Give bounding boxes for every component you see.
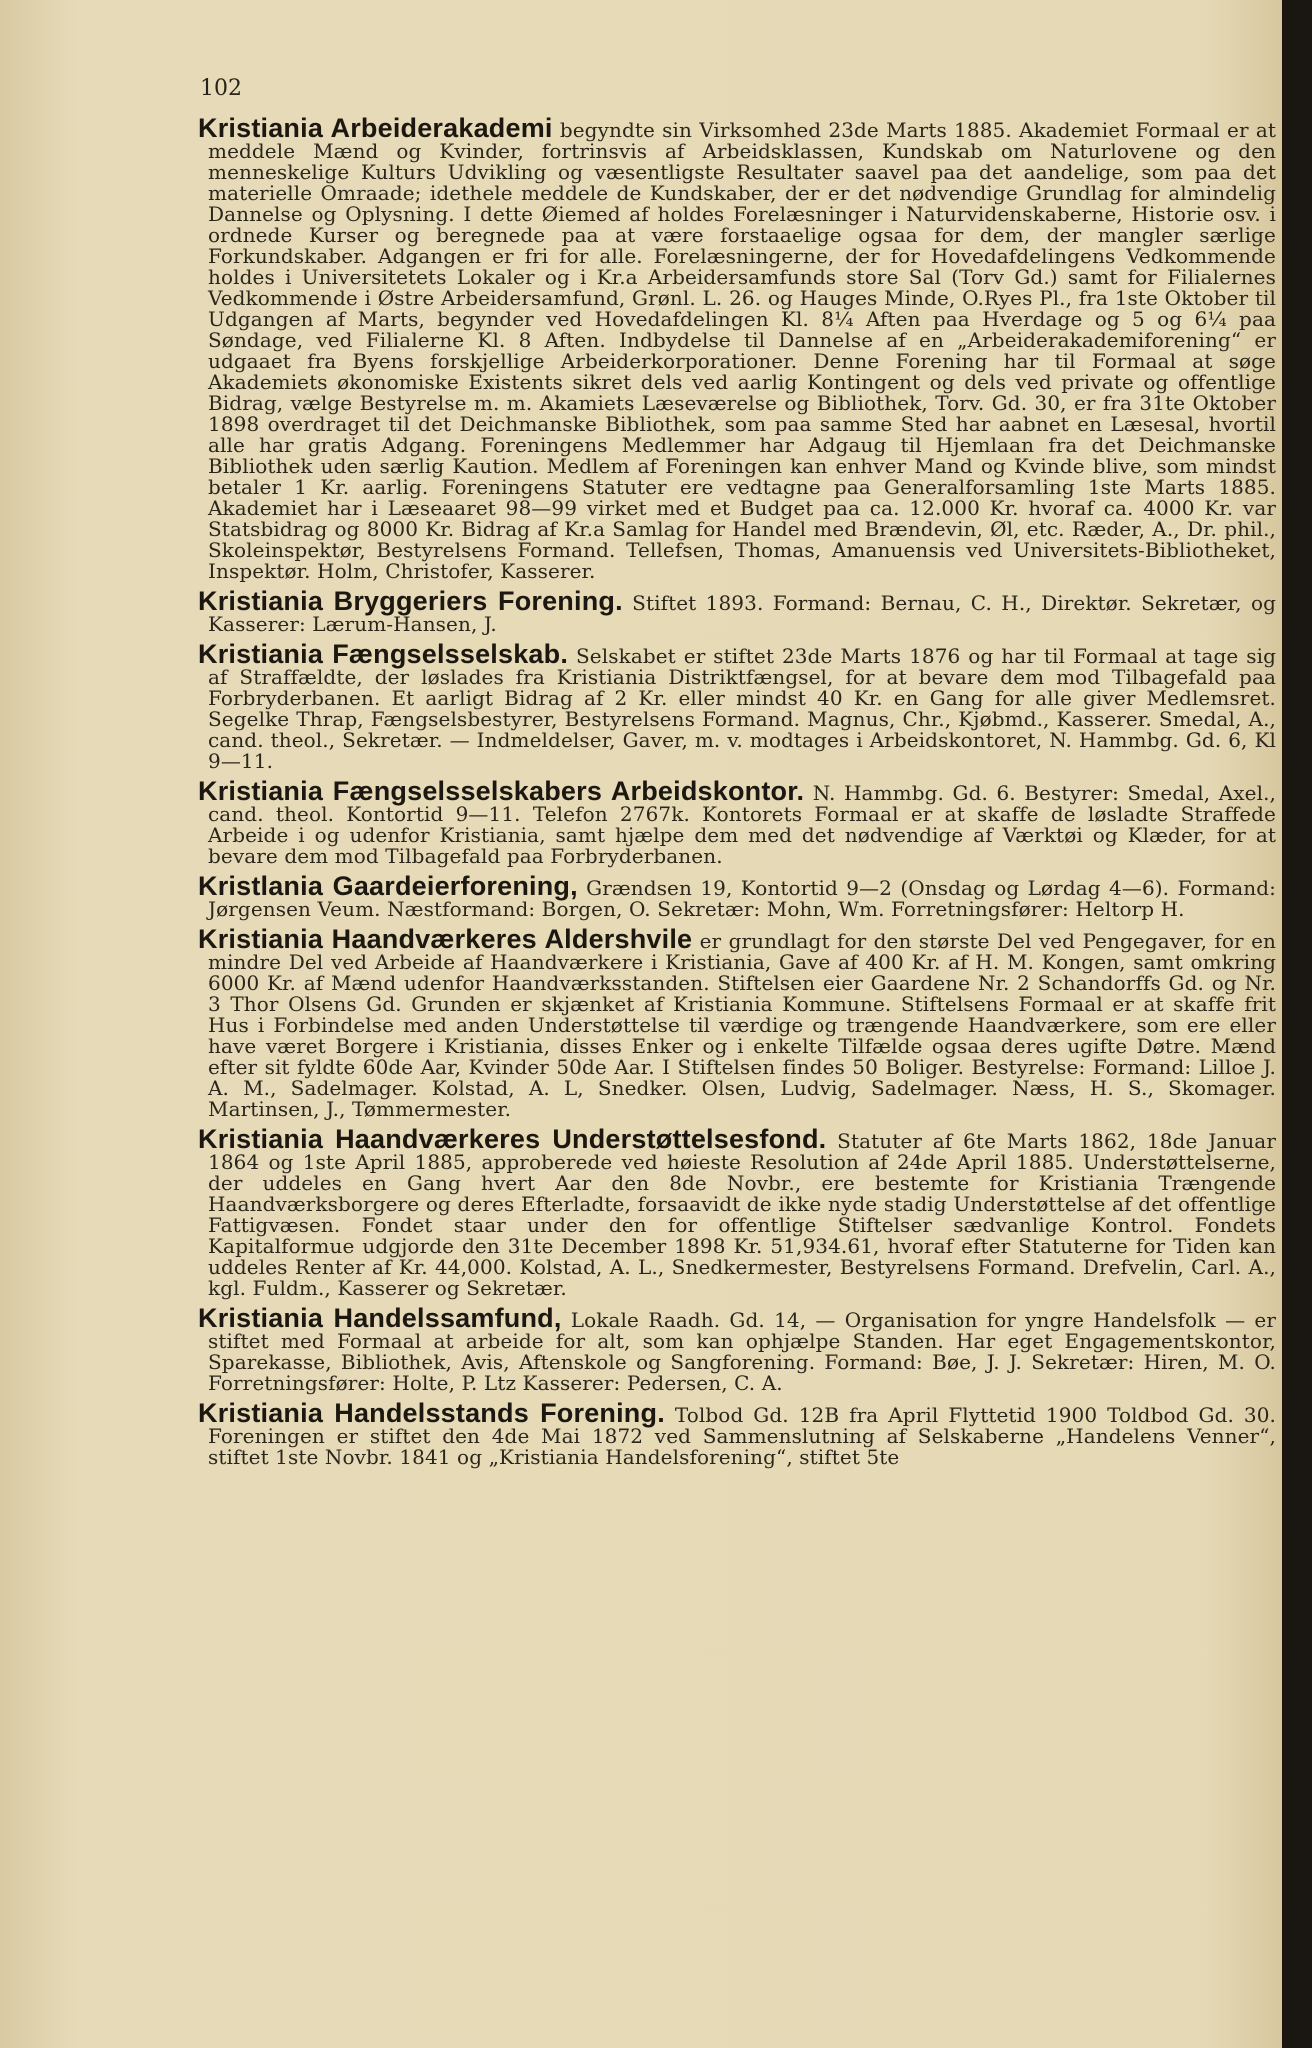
entry-heading: Kristiania Handelsstands Forening. xyxy=(198,1398,665,1428)
entry-body: er grundlagt for den største Del ved Pengegaver, for en mindre Del ved Arbeide af Haandværkere i Kristiania, Gave af 400 Kr. af H. M. Kongen, samt omkring 6000 Kr. af Mænd udenfor Haandværksstanden. Stiftelsen eier Gaardene Nr. 2 Schandorffs Gd. og Nr. 3 Thor Olsens Gd. Grunden er skjænket af Kristiania Kommune. Stiftelsens Formaal er at skaffe frit Hus i Forbindelse med anden Understøttelse til værdige og trængende Haandværkere, som ere eller have været Borgere i Kristiania, disses Enker og i enkelte Tilfælde ogsaa deres ugifte Døtre. Mænd efter sit fyldte 60de Aar, Kvinder 50de Aar. I Stiftelsen findes 50 Boliger. Bestyrelse: Formand: Lilloe J. A. M., Sadelmager. Kolstad, A. L, Snedker. Olsen, Ludvig, Sadelmager. Næss, H. S., Skomager. Martinsen, J., Tømmermester. xyxy=(208,929,1276,1121)
entry-body: Selskabet er stiftet 23de Marts 1876 og har til Formaal at tage sig af Straffældte, der løslades fra Kristiania Distriktfængsel, for at bevare dem mod Tilbagefald paa Forbryderbanen. Et aarligt Bidrag af 2 Kr. eller mindst 40 Kr. en Gang for alle giver Medlemsret. Segelke Thrap, Fængselsbestyrer, Bestyrelsens Formand. Magnus, Chr., Kjøbmd., Kasserer. Smedal, A., cand. theol., Sekretær. — Indmeldelser, Gaver, m. v. modtages i Arbeidskontoret, N. Hammbg. Gd. 6, Kl 9—11. xyxy=(208,644,1277,773)
page-edge xyxy=(1282,0,1312,2048)
entry-arbeidskontor xyxy=(186,776,1276,868)
entry-body: Tolbod Gd. 12B fra April Flyttetid 1900 Toldbod Gd. 30. Foreningen er stiftet den 4de Mai 1872 ved Sammenslutning af Selskaberne „Handelens Venner“, stiftet 1ste Novbr. 1841 og „Kristiania Handelsforening“, stiftet 5te xyxy=(208,1403,1276,1469)
entry-arbeiderakademi xyxy=(186,113,1276,583)
entry-aldershvile xyxy=(186,924,1276,1121)
entry-body: N. Hammbg. Gd. 6. Bestyrer: Smedal, Axel., cand. theol. Kontortid 9—11. Telefon 2767k. Kontorets Formaal er at skaffe de løsladte Straffede Arbeide i og udenfor Kristiania, samt hjælpe dem med det nødvendige af Værktøi og Klæder, for at bevare dem mod Tilbagefald paa Forbryderbanen. xyxy=(208,781,1276,868)
entry-heading: Kristiania Fængselsselskab. xyxy=(198,639,569,669)
entry-body: Stiftet 1893. Formand: Bernau, C. H., Direktør. Sekretær, og Kasserer: Lærum-Hansen, J. xyxy=(208,591,1276,636)
entry-faengselsselskab xyxy=(186,639,1277,773)
page-number: 102 xyxy=(200,76,242,101)
entry-bryggeriers-forening xyxy=(186,586,1276,636)
entry-gaardeierforening xyxy=(186,871,1276,921)
directory-entries xyxy=(186,113,1277,1477)
entry-heading: Kristlania Gaardeierforening, xyxy=(198,871,578,901)
entry-heading: Kristiania Haandværkeres Aldershvile xyxy=(198,924,693,954)
entry-heading: Kristiania Fængselsselskabers Arbeidskontor. xyxy=(198,776,805,806)
entry-body: Statuter af 6te Marts 1862, 18de Januar 1864 og 1ste April 1885, approberede ved høieste Resolution af 24de April 1885. Understøttelserne, der uddeles en Gang hvert Aar den 8de Novbr., ere bestemte for Kristiania Trængende Haandværksborgere og deres Efterladte, forsaavidt de ikke nyde stadig Understøttelse af det offentlige Fattigvæsen. Fondet staar under den for offentlige Stiftelser sædvanlige Kontrol. Fondets Kapitalformue udgjorde den 31te December 1898 Kr. 51,934.61, hvoraf efter Statuterne for Tiden kan uddeles Renter af Kr. 44,000. Kolstad, A. L., Snedkermester, Bestyrelsens Formand. Drefvelin, Carl. A., kgl. Fuldm., Kasserer og Sekretær. xyxy=(208,1129,1276,1300)
entry-handelssamfund xyxy=(186,1303,1276,1395)
entry-handelsstands-forening xyxy=(186,1398,1276,1469)
entry-body: Grændsen 19, Kontortid 9—2 (Onsdag og Lørdag 4—6). Formand: Jørgensen Veum. Næstformand: Borgen, O. Sekretær: Mohn, Wm. Forretningsfører: Heltorp H. xyxy=(208,876,1276,921)
entry-heading: Kristiania Haandværkeres Understøttelsesfond. xyxy=(198,1124,827,1154)
entry-body: Lokale Raadh. Gd. 14, — Organisation for yngre Handelsfolk — er stiftet med Formaal at arbeide for alt, som kan ophjælpe Standen. Har eget Engagementskontor, Sparekasse, Bibliothek, Avis, Aftenskole og Sangforening. Formand: Bøe, J. J. Sekretær: Hiren, M. O. Forretningsfører: Holte, P. Ltz Kasserer: Pedersen, C. A. xyxy=(208,1308,1276,1395)
entry-heading: Kristiania Handelssamfund, xyxy=(198,1303,562,1333)
entry-heading: Kristiania Arbeiderakademi xyxy=(198,113,553,143)
entry-body: begyndte sin Virksomhed 23de Marts 1885. Akademiet Formaal er at meddele Mænd og Kvinder, fortrinsvis af Arbeidsklassen, Kundskab om Naturlovene og den menneskelige Kulturs Udvikling og væsentligste Resultater saavel paa det aandelige, som paa det materielle Omraade; idethele meddele de Kundskaber, der er det nødvendige Grundlag for almindelig Dannelse og Oplysning. I dette Øiemed af holdes Forelæsninger i Naturvidenskaberne, Historie osv. i ordnede Kurser og beregnede paa at være forstaaelige ogsaa for dem, der mangler særlige Forkundskaber. Adgangen er fri for alle. Forelæsningerne, der for Hovedafdelingens Vedkommende holdes i Universitetets Lokaler og i Kr.a Arbeidersamfunds store Sal (Torv Gd.) samt for Filialernes Vedkommende i Østre Arbeidersamfund, Grønl. L. 26. og Hauges Minde, O.Ryes Pl., fra 1ste Oktober til Udgangen af Marts, begynder ved Hovedafdelingen Kl. 8¼ Aften paa Hverdage og 5 og 6¼ paa Søndage, ved Filialerne Kl. 8 Aften. Indbydelse til Dannelse af en „Arbeiderakademiforening“ er udgaaet fra Byens forskjellige Arbeiderkorporationer. Denne Forening har til Formaal at søge Akademiets økonomiske Existents sikret dels ved aarlig Kontingent og dels ved private og offentlige Bidrag, vælge Bestyrelse m. m. Akamiets Læseværelse og Bibliothek, Torv. Gd. 30, er fra 31te Oktober 1898 overdraget til det Deichmanske Bibliothek, som paa samme Sted har aabnet en Læsesal, hvortil alle har gratis Adgang. Foreningens Medlemmer har Adgaug til Hjemlaan fra det Deichmanske Bibliothek uden særlig Kaution. Medlem af Foreningen kan enhver Mand og Kvinde blive, som mindst betaler 1 Kr. aarlig. Foreningens Statuter ere vedtagne paa Generalforsamling 1ste Marts 1885. Akademiet har i Læseaaret 98—99 virket med et Budget paa ca. 12.000 Kr. hvoraf ca. 4000 Kr. var Statsbidrag og 8000 Kr. Bidrag af Kr.a Samlag for Handel med Brændevin, Øl, etc. Ræder, A., Dr. phil., Skoleinspektør, Bestyrelsens Formand. Tellefsen, Thomas, Amanuensis ved Universitets-Bibliotheket, Inspektør. Holm, Christofer, Kasserer. xyxy=(208,118,1276,583)
entry-understottelsesfond xyxy=(186,1124,1276,1300)
entry-heading: Kristiania Bryggeriers Forening. xyxy=(198,586,623,616)
